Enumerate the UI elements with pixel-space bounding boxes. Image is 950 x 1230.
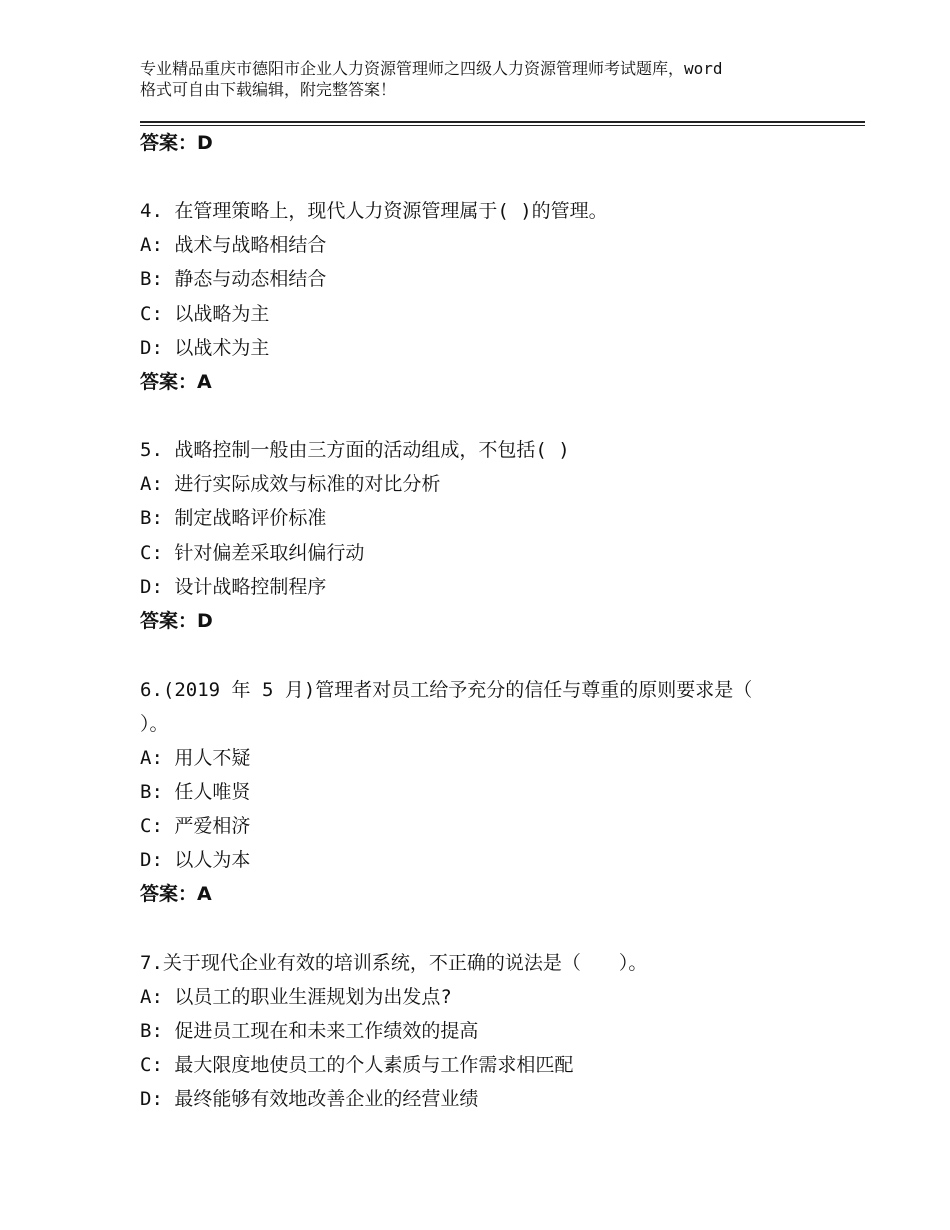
question-5-option-a: A: 进行实际成效与标准的对比分析: [140, 473, 441, 495]
question-6-answer: 答案：A: [140, 883, 212, 905]
header-divider-thick: [140, 121, 865, 123]
question-7-stem: 7.关于现代企业有效的培训系统，不正确的说法是（ ）。: [140, 952, 648, 974]
header-divider-thin: [140, 125, 865, 126]
question-4-stem: 4. 在管理策略上，现代人力资源管理属于( )的管理。: [140, 200, 608, 222]
question-5-option-b: B: 制定战略评价标准: [140, 507, 327, 529]
question-6-option-a: A: 用人不疑: [140, 747, 251, 769]
question-5-answer: 答案：D: [140, 610, 213, 632]
question-5-option-c: C: 针对偏差采取纠偏行动: [140, 542, 365, 564]
question-4-answer: 答案：A: [140, 371, 212, 393]
question-6-option-b: B: 任人唯贤: [140, 781, 251, 803]
question-7-option-c: C: 最大限度地使员工的个人素质与工作需求相匹配: [140, 1054, 574, 1076]
header-line-1: 专业精品重庆市德阳市企业人力资源管理师之四级人力资源管理师考试题库，word: [140, 59, 723, 78]
question-5-stem: 5. 战略控制一般由三方面的活动组成，不包括( ): [140, 439, 570, 461]
question-4-option-b: B: 静态与动态相结合: [140, 268, 327, 290]
header-line-2: 格式可自由下载编辑，附完整答案！: [140, 80, 397, 99]
question-4-option-d: D: 以战术为主: [140, 337, 270, 359]
question-7-option-a: A: 以员工的职业生涯规划为出发点?: [140, 986, 452, 1008]
question-6-stem-continued: ）。: [140, 713, 169, 735]
question-6-stem: 6.(2019 年 5 月)管理者对员工给予充分的信任与尊重的原则要求是（: [140, 679, 753, 701]
question-4-option-a: A: 战术与战略相结合: [140, 234, 327, 256]
document-header: [140, 58, 820, 100]
question-5-option-d: D: 设计战略控制程序: [140, 576, 327, 598]
question-4-option-c: C: 以战略为主: [140, 303, 270, 325]
previous-answer: 答案：D: [140, 132, 213, 154]
question-7-option-d: D: 最终能够有效地改善企业的经营业绩: [140, 1088, 479, 1110]
question-7-option-b: B: 促进员工现在和未来工作绩效的提高: [140, 1020, 479, 1042]
question-6-option-c: C: 严爱相济: [140, 815, 251, 837]
question-6-option-d: D: 以人为本: [140, 849, 251, 871]
